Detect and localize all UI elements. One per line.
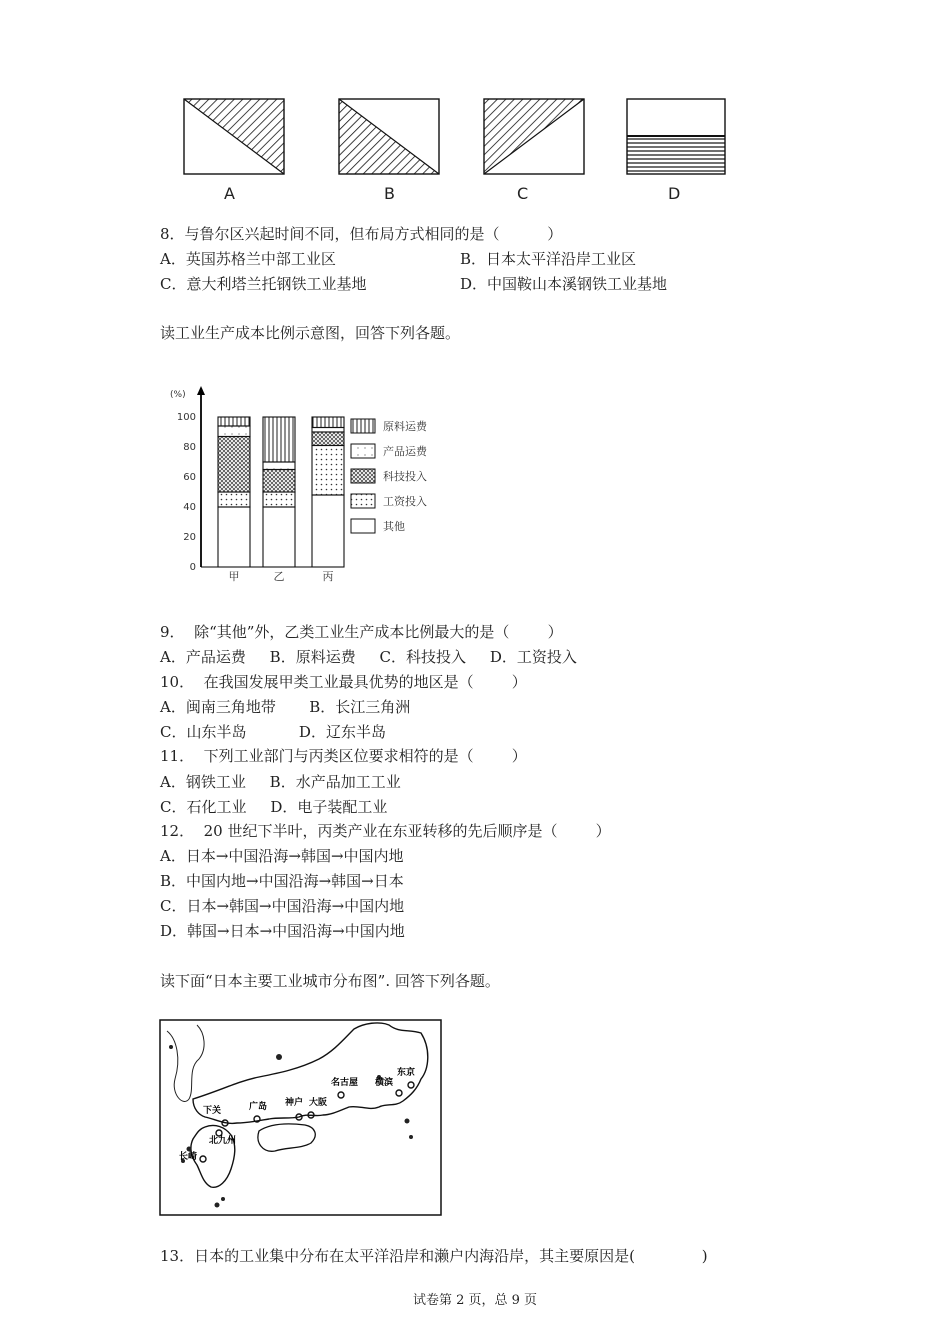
q12-stem: 12． 20 世纪下半叶，丙类产业在东亚转移的先后顺序是（ ） (160, 822, 611, 840)
q12-option-a: A．日本→中国沿海→韩国→中国内地 (160, 847, 404, 865)
bar-segment (218, 507, 250, 567)
island-dot (221, 1197, 225, 1201)
q9-stem: 9． 除“其他”外，乙类工业生产成本比例最大的是（ ） (160, 623, 563, 641)
city-label-kobe: 神户 (285, 1098, 304, 1108)
q12-option-b: B．中国内地→中国沿海→韩国→日本 (160, 872, 404, 890)
q8-option-b: B．日本太平洋沿岸工业区 (460, 250, 637, 268)
bar-segment (218, 417, 250, 426)
y-tick-label: 0 (189, 562, 196, 573)
x-tick-label: 甲 (228, 570, 240, 583)
bar-segment (312, 446, 344, 496)
legend-label: 工资投入 (383, 495, 427, 508)
diagram-d (627, 99, 725, 174)
diagram-label-d: D (668, 184, 681, 203)
q10-options-cd: C．山东半岛 D．辽东半岛 (160, 723, 386, 741)
q12-option-d: D．韩国→日本→中国沿海→中国内地 (160, 922, 405, 940)
y-tick-label: 20 (183, 532, 196, 543)
q11-options-ab: A．钢铁工业 B．水产品加工工业 (160, 773, 401, 791)
q13-stem: 13．日本的工业集中分布在太平洋沿岸和濑户内海沿岸，其主要原因是( ) (160, 1247, 708, 1265)
japan-map (159, 1019, 443, 1217)
city-label-nagoya: 名古屋 (331, 1078, 359, 1088)
bar-segment (312, 495, 344, 567)
city-label-tokyo: 东京 (397, 1068, 416, 1078)
q8-option-c: C．意大利塔兰托钢铁工业基地 (160, 275, 367, 293)
diagram-label-b: B (384, 184, 395, 203)
chart-intro: 读工业生产成本比例示意图，回答下列各题。 (160, 324, 461, 342)
map-intro: 读下面“日本主要工业城市分布图”. 回答下列各题。 (160, 972, 500, 990)
island-dot (169, 1045, 173, 1049)
diagram-b (339, 99, 439, 174)
legend-swatch (351, 469, 375, 483)
island-dot (215, 1203, 220, 1208)
q11-stem: 11． 下列工业部门与丙类区位要求相符的是（ ） (160, 747, 527, 765)
legend-label: 产品运费 (383, 445, 427, 458)
q9-options: A．产品运费 B．原料运费 C．科技投入 D．工资投入 (160, 648, 577, 666)
bar-segment (312, 417, 344, 428)
legend-label: 科技投入 (383, 470, 427, 483)
y-axis-unit: (%) (170, 390, 186, 400)
bar-segment (263, 492, 295, 507)
diagram-c (484, 99, 584, 174)
y-tick-label: 60 (183, 472, 196, 483)
bar-segment (218, 492, 250, 507)
legend-swatch (351, 419, 375, 433)
x-tick-label: 丙 (322, 570, 334, 583)
city-label-kitakyushu: 北九州 (209, 1136, 237, 1146)
option-diagrams (175, 90, 735, 210)
y-tick-label: 80 (183, 442, 196, 453)
bar-segment (263, 507, 295, 567)
bar-segment (312, 428, 344, 433)
legend-label: 其他 (383, 520, 405, 533)
legend-label: 原料运费 (383, 420, 427, 433)
bar-segment (218, 426, 250, 437)
diagram-label-a: A (224, 184, 235, 203)
legend-swatch (351, 494, 375, 508)
bar-segment (312, 432, 344, 446)
y-tick-label: 100 (176, 412, 196, 423)
q11-options-cd: C．石化工业 D．电子装配工业 (160, 798, 388, 816)
island-dot (187, 1147, 192, 1152)
island-dot (276, 1054, 282, 1060)
q8-option-a: A．英国苏格兰中部工业区 (160, 250, 336, 268)
cost-chart (160, 383, 460, 588)
island-dot (405, 1119, 410, 1124)
diagram-a (184, 99, 284, 174)
x-tick-label: 乙 (273, 570, 285, 583)
bar-segment (263, 462, 295, 470)
island-dot (409, 1135, 413, 1139)
q8-stem: 8．与鲁尔区兴起时间不同，但布局方式相同的是（ ） (160, 225, 563, 243)
legend-swatch (351, 444, 375, 458)
diagram-label-c: C (517, 184, 529, 203)
city-label-nagasaki: 长崎 (179, 1152, 198, 1162)
city-label-hiroshima: 广岛 (249, 1102, 268, 1112)
q10-options-ab: A．闽南三角地带 B．长江三角洲 (160, 698, 411, 716)
bar-segment (263, 470, 295, 493)
y-axis-arrow (197, 386, 205, 395)
city-label-yokohama: 横滨 (375, 1078, 394, 1088)
bar-segment (218, 437, 250, 493)
city-label-shimonoseki: 下关 (203, 1106, 222, 1116)
y-tick-label: 40 (183, 502, 196, 513)
bar-segment (263, 417, 295, 462)
page-footer: 试卷第 2 页，总 9 页 (412, 1293, 538, 1308)
q10-stem: 10． 在我国发展甲类工业最具优势的地区是（ ） (160, 673, 527, 691)
q8-option-d: D．中国鞍山本溪钢铁工业基地 (460, 275, 668, 293)
legend-swatch (351, 519, 375, 533)
city-label-osaka: 大阪 (309, 1098, 328, 1108)
q12-option-c: C．日本→韩国→中国沿海→中国内地 (160, 897, 405, 915)
